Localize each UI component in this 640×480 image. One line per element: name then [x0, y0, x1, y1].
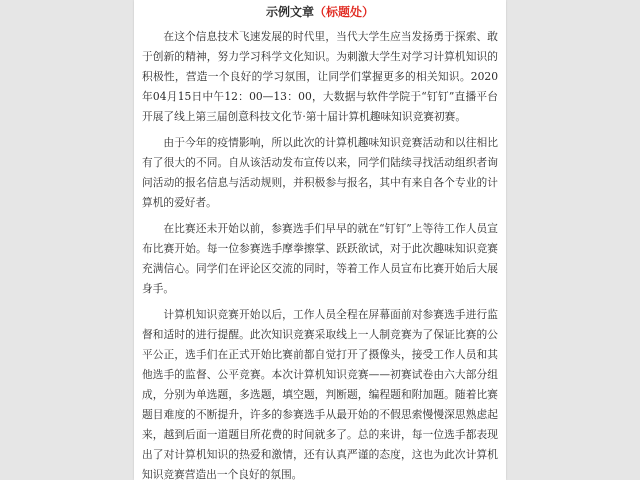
paragraph: 计算机知识竞赛开始以后，工作人员全程在屏幕面前对参赛选手进行监督和适时的进行提醒。此次知识竞赛采取线上一人制竞赛为了保证比赛的公平公正，选手们在正式开始比赛前都自觉打开了摄像头，接受工作人员和其他选手的监督、公平竞赛。本次计算机知识竞赛——初赛试卷由六大部分组成，分别为单选题，多选题，填空题，判断题，编程题和附加题。随着比赛题目难度的不断提升，许多的参赛选手从最开始的不假思索慢慢深思熟虑起来，越到后面一道题目所花费的时间就多了。总的来讲，每一位选手都表现出了对计算机知识的热爱和激情，还有认真严谨的态度，这也为此次计算机知识竞赛营造出一个良好的氛围。	[142, 308, 498, 480]
title-placeholder-note: （标题处）	[314, 5, 375, 19]
paragraph: 在这个信息技术飞速发展的时代里，当代大学生应当发扬勇于探索、敢于创新的精神，努力学习科学文化知识。为刺激大学生对学习计算机知识的积极性，营造一个良好的学习氛围，让同学们掌握更多的相关知识。2020年04月15日中午12：00—13：00，大数据与软件学院于“钉钉”直播平台开展了线上第三届创意科技文化节·第十届计算机趣味知识竞赛初赛。	[142, 30, 498, 123]
article-title-text: 示例文章	[265, 5, 314, 19]
document-page	[134, 0, 506, 480]
article-title	[134, 4, 506, 20]
paragraph: 在比赛还未开始以前，参赛选手们早早的就在“钉钉”上等待工作人员宣布比赛开始。每一位参赛选手摩拳擦掌、跃跃欲试，对于此次趣味知识竞赛充满信心。同学们在评论区交流的同时，等着工作人员宣布比赛开始后大展身手。	[142, 222, 498, 295]
paragraph: 由于今年的疫情影响，所以此次的计算机趣味知识竞赛活动和以往相比有了很大的不同。自从该活动发布宣传以来，同学们陆续寻找活动组织者询问活动的报名信息与活动规则，并积极参与报名，其中有来自各个专业的计算机的爱好者。	[142, 136, 498, 209]
article-body	[134, 20, 506, 480]
